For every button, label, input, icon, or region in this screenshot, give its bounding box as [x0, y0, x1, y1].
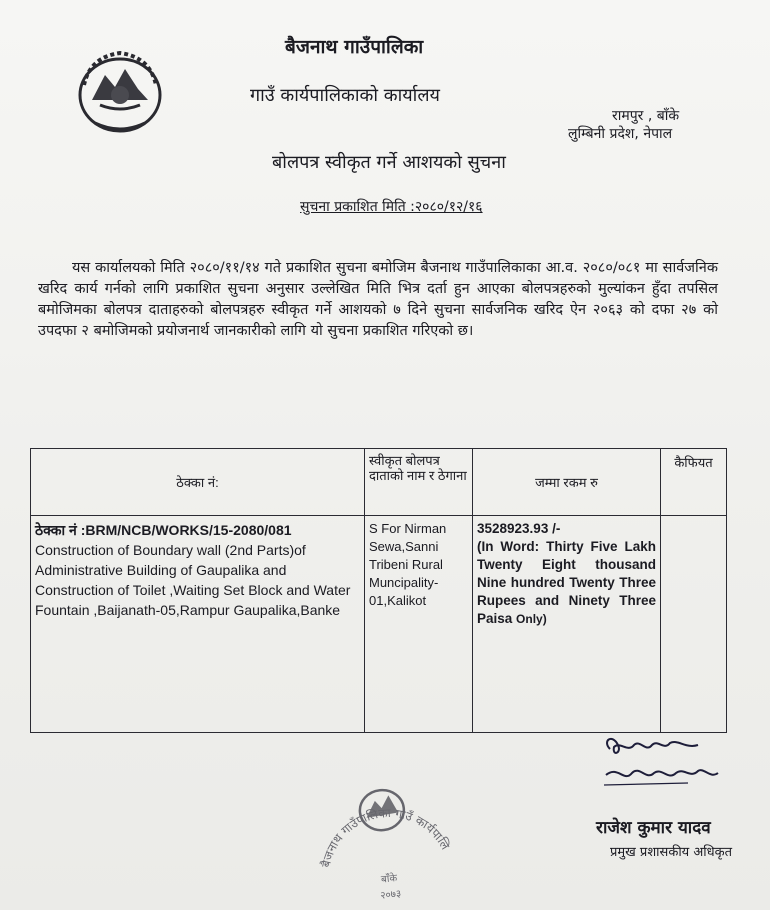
table-row [31, 516, 727, 733]
table-header-row [31, 449, 727, 516]
notice-title: बोलपत्र स्वीकृत गर्ने आशयको सुचना [272, 152, 506, 173]
bid-acceptance-table [30, 448, 727, 733]
cell-remarks [661, 516, 727, 733]
seal-year: २०७३ [379, 888, 402, 902]
cell-contract [31, 516, 365, 733]
header-remarks: कैफियत [661, 449, 727, 516]
nepal-emblem-logo [70, 45, 170, 135]
organization-name: बैजनाथ गाउँपालिका [285, 36, 424, 58]
header-contract: ठेक्का नं: [31, 449, 365, 516]
amount-only-label: Only) [516, 612, 547, 626]
header-bidder: स्वीकृत बोलपत्र दाताको नाम र ठेगाना [365, 449, 473, 516]
seal-arc-text: बैजनाथ गाउँपालिका गाउँ कार्यपालिकाको [318, 805, 453, 869]
office-seal-stamp [305, 770, 465, 910]
handwritten-signature [598, 735, 728, 795]
address-line-1: रामपुर , बाँके [612, 108, 680, 124]
amount-in-words: (In Word: Thirty Five Lakh Twenty Eight thousand Nine hundred Twenty Three Rupees and Ninety Three Paisa [477, 539, 656, 626]
amount-figure: 3528923.93 /- [477, 521, 561, 536]
contract-description: Construction of Boundary wall (2nd Parts)of Administrative Building of Gaupalika and Construction of Toilet ,Waiting Set Block and Water Fountain ,Baijanath-05,Rampur Gaupalika,Banke [35, 542, 351, 618]
notice-body: यस कार्यालयको मिति २०८०/११/१४ गते प्रकाशित सुचना बमोजिम बैजनाथ गाउँपालिकाका आ.व. २०८०/०८१ मा सार्वजनिक खरिद कार्य गर्नको लागि प्रकाशित सुचना अनुसार उल्लेखित मिति भित्र दर्ता हुन आएका बोलपत्रहरुको मुल्यांकन हुँदा तपसिल बमोजिमका बोलपत्र दाताहरुको बोलपत्रहरु स्वीकृत गर्ने आशयको ७ दिने सुचना सार्वजनिक खरिद ऐन २०६३ को दफा २७ को उपदफा २ बमोजिमको प्रयोजनार्थ जानकारीको लागि यो सुचना प्रकाशित गरिएको छ। [38, 260, 718, 339]
published-date: सुचना प्रकाशित मिति :२०८०/१२/१६ [300, 199, 483, 215]
cell-bidder: S For Nirman Sewa,Sanni Tribeni Rural Muncipality-01,Kalikot [365, 516, 473, 733]
seal-place: बाँके [380, 872, 398, 886]
signatory-title: प्रमुख प्रशासकीय अधिकृत [610, 845, 733, 860]
address-line-2: लुम्बिनी प्रदेश, नेपाल [568, 126, 673, 142]
contract-reference: ठेक्का नं :BRM/NCB/WORKS/15-2080/081 [35, 522, 292, 538]
signatory-name: राजेश कुमार यादव [596, 818, 711, 838]
office-name: गाउँ कार्यपालिकाको कार्यालय [250, 85, 440, 106]
header-amount: जम्मा रकम रु [473, 449, 661, 516]
svg-text:बैजनाथ गाउँपालिका गाउँ कार्यपा [305, 770, 454, 872]
cell-amount [473, 516, 661, 733]
